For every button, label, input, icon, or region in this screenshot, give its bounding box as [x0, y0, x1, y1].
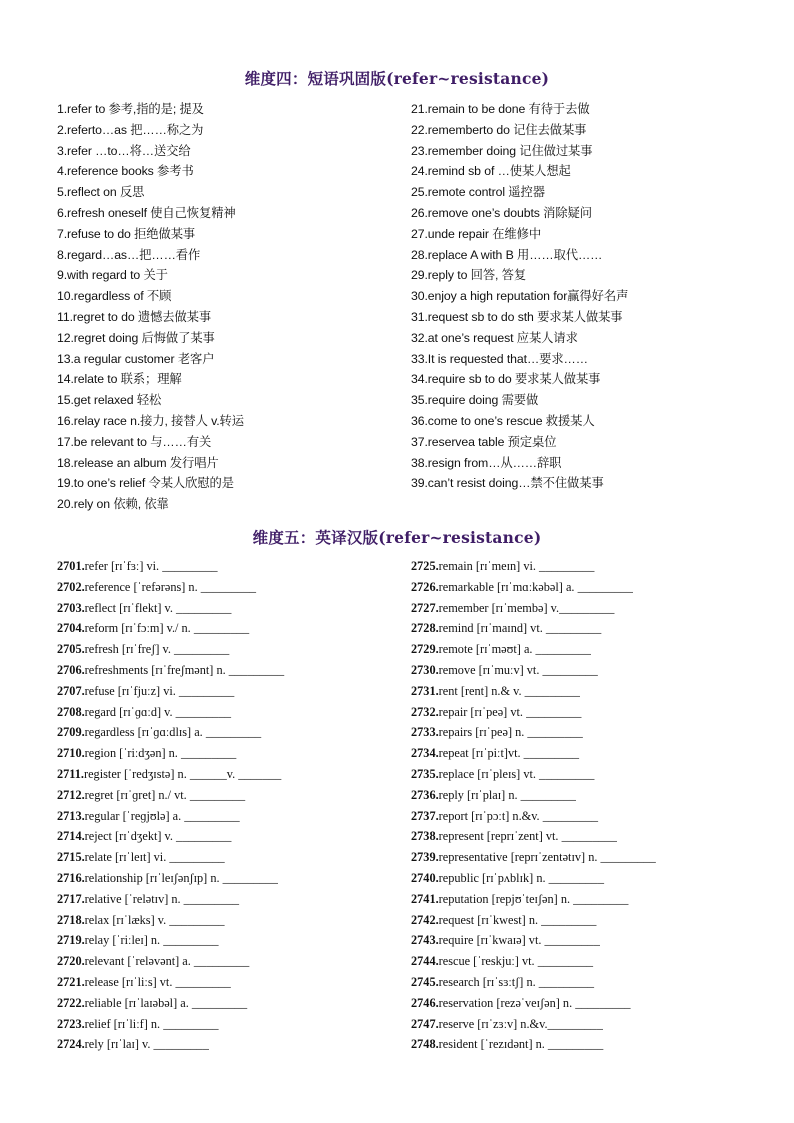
vocab-number: 2712.	[57, 787, 85, 802]
vocab-item	[411, 847, 786, 868]
phrase-item: 1.refer to 参考,指的是; 提及	[57, 102, 204, 116]
vocab-text: relate [rɪˈleɪt] vi. _________	[84, 850, 225, 865]
vocab-text: relevant [ˈreləvənt] a. _________	[84, 954, 250, 969]
vocab-text: rent [rent] n.& v. _________	[438, 683, 580, 698]
vocab-text: reference [ˈrefərəns] n. _________	[84, 579, 257, 594]
vocab-text: republic [rɪˈpʌblɪk] n. _________	[438, 870, 604, 885]
phrase-item: 33.It is requested that…要求……	[411, 351, 588, 366]
vocab-text: remarkable [rɪˈmɑːkəbəl] a. _________	[438, 579, 633, 594]
vocab-number: 2737.	[411, 808, 439, 823]
vocab-text: remain [rɪˈmeɪn] vi. _________	[438, 559, 595, 573]
vocab-number: 2731.	[411, 683, 439, 698]
vocab-item	[411, 702, 786, 723]
vocab-number: 2703.	[57, 600, 85, 615]
vocab-item	[57, 910, 402, 931]
phrase-item: 21.remain to be done 有待于去做	[411, 102, 590, 116]
vocab-text: release [rɪˈliːs] vt. _________	[84, 974, 231, 989]
vocab-text: register [ˈredʒɪstə] n. ______v. _______	[84, 766, 282, 781]
vocab-number: 2725.	[411, 559, 439, 573]
section5-title-range: (refer~resistance)	[378, 528, 542, 547]
phrase-item: 14.relate to 联系；理解	[57, 372, 182, 387]
phrase-item: 20.rely on 依赖, 依靠	[57, 497, 169, 512]
vocab-number: 2726.	[411, 579, 439, 594]
vocab-number: 2733.	[411, 725, 439, 740]
section5-left-column	[57, 556, 402, 1055]
phrase-item: 26.remove one’s doubts 消除疑问	[411, 205, 592, 220]
phrase-item: 9.with regard to 关于	[57, 268, 168, 283]
phrase-item: 29.reply to 回答, 答复	[411, 268, 527, 283]
vocab-number: 2723.	[57, 1016, 85, 1031]
vocab-number: 2730.	[411, 662, 439, 677]
vocab-item	[411, 785, 786, 806]
section4-title-range: (refer~resistance)	[386, 69, 550, 88]
vocab-number: 2715.	[57, 850, 85, 865]
vocab-item	[411, 972, 786, 993]
vocab-number: 2707.	[57, 683, 85, 698]
vocab-item	[57, 806, 402, 827]
vocab-number: 2727.	[411, 600, 439, 615]
vocab-item	[57, 889, 402, 910]
phrase-item: 31.request sb to do sth 要求某人做某事	[411, 309, 623, 324]
vocab-item	[57, 764, 402, 785]
phrase-item: 5.reflect on 反思	[57, 185, 145, 200]
vocab-number: 2734.	[411, 746, 439, 761]
vocab-item	[57, 847, 402, 868]
phrase-item: 36.come to one’s rescue 救援某人	[411, 413, 595, 428]
vocab-text: region [ˈriːdʒən] n. _________	[84, 746, 237, 761]
vocab-item	[411, 556, 786, 577]
vocab-number: 2721.	[57, 974, 85, 989]
vocab-text: reply [rɪˈplaɪ] n. _________	[438, 787, 576, 802]
phrase-item: 32.at one’s request 应某人请求	[411, 330, 578, 345]
phrase-item: 34.require sb to do 要求某人做某事	[411, 372, 601, 387]
vocab-number: 2719.	[57, 933, 85, 948]
vocab-text: reserve [rɪˈzɜːv] n.&v._________	[438, 1016, 603, 1031]
vocab-text: remote [rɪˈməʊt] a. _________	[438, 642, 591, 657]
vocab-number: 2728.	[411, 621, 439, 636]
vocab-item	[57, 993, 402, 1014]
phrase-item: 10.regardless of 不顾	[57, 289, 172, 304]
vocab-number: 2705.	[57, 642, 85, 657]
phrase-item: 6.refresh oneself 使自己恢复精神	[57, 205, 236, 220]
phrase-item: 8.regard…as…把……看作	[57, 247, 201, 262]
vocab-number: 2701.	[57, 559, 85, 573]
phrase-item: 28.replace A with B 用……取代……	[411, 247, 603, 262]
vocab-item	[411, 660, 786, 681]
vocab-item	[57, 868, 402, 889]
vocab-number: 2736.	[411, 787, 439, 802]
vocab-number: 2741.	[411, 891, 439, 906]
vocab-number: 2704.	[57, 621, 85, 636]
vocab-text: relief [rɪˈliːf] n. _________	[84, 1016, 219, 1031]
vocab-text: regular [ˈreɡjʊlə] a. _________	[84, 808, 240, 823]
vocab-text: reject [rɪˈdʒekt] v. _________	[84, 829, 232, 844]
phrase-item: 16.relay race n.接力, 接替人 v.转运	[57, 413, 244, 428]
vocab-text: reliable [rɪˈlaɪəbəl] a. _________	[84, 995, 248, 1010]
vocab-item	[411, 681, 786, 702]
vocab-item	[57, 681, 402, 702]
vocab-number: 2738.	[411, 829, 439, 844]
vocab-item	[411, 889, 786, 910]
vocab-text: request [rɪˈkwest] n. _________	[438, 912, 597, 927]
vocab-text: representative [reprɪˈzentətɪv] n. _________	[438, 850, 656, 865]
vocab-text: regard [rɪˈɡɑːd] v. _________	[84, 704, 231, 719]
vocab-text: research [rɪˈsɜːtʃ] n. _________	[438, 974, 595, 989]
vocab-item	[411, 598, 786, 619]
vocab-item	[57, 785, 402, 806]
vocab-text: replace [rɪˈpleɪs] vt. _________	[438, 766, 595, 781]
vocab-item	[57, 598, 402, 619]
vocab-text: repairs [rɪˈpeə] n. _________	[438, 725, 583, 740]
vocab-text: relationship [rɪˈleɪʃənʃɪp] n. _________	[84, 870, 278, 885]
section4-left-column	[57, 99, 397, 515]
phrase-item: 7.refuse to do 拒绝做某事	[57, 226, 196, 241]
vocab-item	[57, 660, 402, 681]
vocab-item	[411, 806, 786, 827]
phrase-item: 13.a regular customer 老客户	[57, 351, 215, 366]
vocab-item	[57, 743, 402, 764]
vocab-item	[57, 972, 402, 993]
vocab-number: 2706.	[57, 662, 85, 677]
vocab-text: relax [rɪˈlæks] v. _________	[84, 912, 225, 927]
section5-right-column	[411, 556, 786, 1055]
vocab-item	[411, 722, 786, 743]
vocab-text: relative [ˈrelətɪv] n. _________	[84, 891, 240, 906]
vocab-text: remind [rɪˈmaɪnd] vt. _________	[438, 621, 602, 636]
vocab-item	[57, 930, 402, 951]
vocab-number: 2711.	[57, 766, 84, 781]
vocab-text: reservation [rezəˈveɪʃən] n. _________	[438, 995, 631, 1010]
vocab-item	[411, 993, 786, 1014]
vocab-text: refresh [rɪˈfreʃ] v. _________	[84, 642, 230, 657]
vocab-item	[411, 868, 786, 889]
vocab-number: 2709.	[57, 725, 85, 740]
vocab-item	[411, 930, 786, 951]
phrase-item: 35.require doing 需要做	[411, 393, 539, 408]
section5-title-label: 维度五：英译汉版	[252, 529, 379, 547]
vocab-text: reputation [repjʊˈteɪʃən] n. _________	[438, 891, 629, 906]
vocab-text: require [rɪˈkwaɪə] vt. _________	[438, 933, 600, 948]
vocab-text: rescue [ˈreskjuː] vt. _________	[438, 954, 594, 969]
vocab-text: repeat [rɪˈpiːt]vt. _________	[438, 746, 580, 761]
phrase-item: 38.resign from…从……辞职	[411, 455, 562, 470]
vocab-text: relay [ˈriːleɪ] n. _________	[84, 933, 219, 948]
phrase-item: 24.remind sb of …使某人想起	[411, 164, 571, 179]
vocab-text: refreshments [rɪˈfreʃmənt] n. _________	[84, 662, 285, 677]
vocab-item	[57, 577, 402, 598]
section4-title	[0, 67, 794, 89]
vocab-item	[57, 1034, 402, 1055]
vocab-item	[411, 910, 786, 931]
phrase-item: 3.refer …to…将…送交给	[57, 143, 191, 158]
phrase-item: 23.remember doing 记住做过某事	[411, 143, 593, 158]
phrase-item: 30.enjoy a high reputation for赢得好名声	[411, 289, 629, 304]
phrase-item: 2.referto…as 把……称之为	[57, 122, 204, 137]
phrase-item: 22.rememberto do 记住去做某事	[411, 122, 587, 137]
vocab-number: 2702.	[57, 579, 85, 594]
vocab-number: 2743.	[411, 933, 439, 948]
vocab-number: 2724.	[57, 1037, 85, 1052]
phrase-item: 17.be relevant to 与……有关	[57, 434, 212, 449]
vocab-text: refer [rɪˈfɜː] vi. _________	[84, 559, 218, 573]
vocab-text: refuse [rɪˈfjuːz] vi. _________	[84, 683, 235, 698]
phrase-item: 12.regret doing 后悔做了某事	[57, 330, 215, 345]
phrase-item: 37.reservea table 预定桌位	[411, 434, 557, 449]
section4-title-label: 维度四：短语巩固版	[244, 70, 387, 88]
vocab-item	[57, 951, 402, 972]
vocab-text: resident [ˈrezɪdənt] n. _________	[438, 1037, 604, 1052]
vocab-item	[411, 1014, 786, 1035]
vocab-item	[411, 577, 786, 598]
vocab-text: regardless [rɪˈɡɑːdlɪs] a. _________	[84, 725, 262, 740]
vocab-item	[411, 1034, 786, 1055]
vocab-item	[411, 618, 786, 639]
vocab-item	[57, 556, 402, 577]
vocab-number: 2720.	[57, 954, 85, 969]
vocab-item	[57, 702, 402, 723]
vocab-number: 2740.	[411, 870, 439, 885]
phrase-item: 25.remote control 遥控器	[411, 185, 545, 200]
vocab-item	[411, 639, 786, 660]
phrase-item: 15.get relaxed 轻松	[57, 393, 162, 408]
vocab-number: 2722.	[57, 995, 85, 1010]
vocab-text: rely [rɪˈlaɪ] v. _________	[84, 1037, 209, 1052]
vocab-number: 2718.	[57, 912, 85, 927]
section5-title	[0, 526, 794, 548]
phrase-item: 11.regret to do 遗憾去做某事	[57, 309, 212, 324]
vocab-number: 2713.	[57, 808, 85, 823]
vocab-text: reform [rɪˈfɔːm] v./ n. _________	[84, 621, 250, 636]
vocab-number: 2708.	[57, 704, 85, 719]
vocab-text: remember [rɪˈmembə] v._________	[438, 600, 615, 615]
vocab-item	[57, 826, 402, 847]
vocab-item	[411, 951, 786, 972]
vocab-number: 2717.	[57, 891, 85, 906]
vocab-number: 2744.	[411, 954, 439, 969]
vocab-text: reflect [rɪˈflekt] v. _________	[84, 600, 232, 615]
vocab-text: regret [rɪˈɡret] n./ vt. _________	[84, 787, 246, 802]
vocab-text: remove [rɪˈmuːv] vt. _________	[438, 662, 598, 677]
vocab-item	[411, 826, 786, 847]
phrase-item: 27.unde repair 在维修中	[411, 226, 542, 241]
vocab-item	[411, 743, 786, 764]
vocab-number: 2747.	[411, 1016, 439, 1031]
vocab-number: 2745.	[411, 974, 439, 989]
vocab-number: 2716.	[57, 870, 85, 885]
vocab-number: 2732.	[411, 704, 439, 719]
vocab-text: report [rɪˈpɔːt] n.&v. _________	[438, 808, 599, 823]
vocab-number: 2729.	[411, 642, 439, 657]
vocab-text: repair [rɪˈpeə] vt. _________	[438, 704, 582, 719]
vocab-item	[57, 722, 402, 743]
vocab-number: 2710.	[57, 746, 85, 761]
section4-right-column	[411, 99, 781, 494]
vocab-number: 2714.	[57, 829, 85, 844]
vocab-number: 2746.	[411, 995, 439, 1010]
vocab-item	[57, 1014, 402, 1035]
vocab-item	[57, 618, 402, 639]
vocab-number: 2735.	[411, 766, 439, 781]
phrase-item: 4.reference books 参考书	[57, 164, 194, 179]
vocab-item	[411, 764, 786, 785]
vocab-number: 2742.	[411, 912, 439, 927]
phrase-item: 18.release an album 发行唱片	[57, 455, 219, 470]
phrase-item: 19.to one’s relief 令某人欣慰的是	[57, 476, 234, 491]
vocab-text: represent [reprɪˈzent] vt. _________	[438, 829, 617, 844]
phrase-item: 39.can’t resist doing…禁不住做某事	[411, 476, 604, 491]
vocab-number: 2739.	[411, 850, 439, 865]
vocab-number: 2748.	[411, 1037, 439, 1052]
vocab-item	[57, 639, 402, 660]
